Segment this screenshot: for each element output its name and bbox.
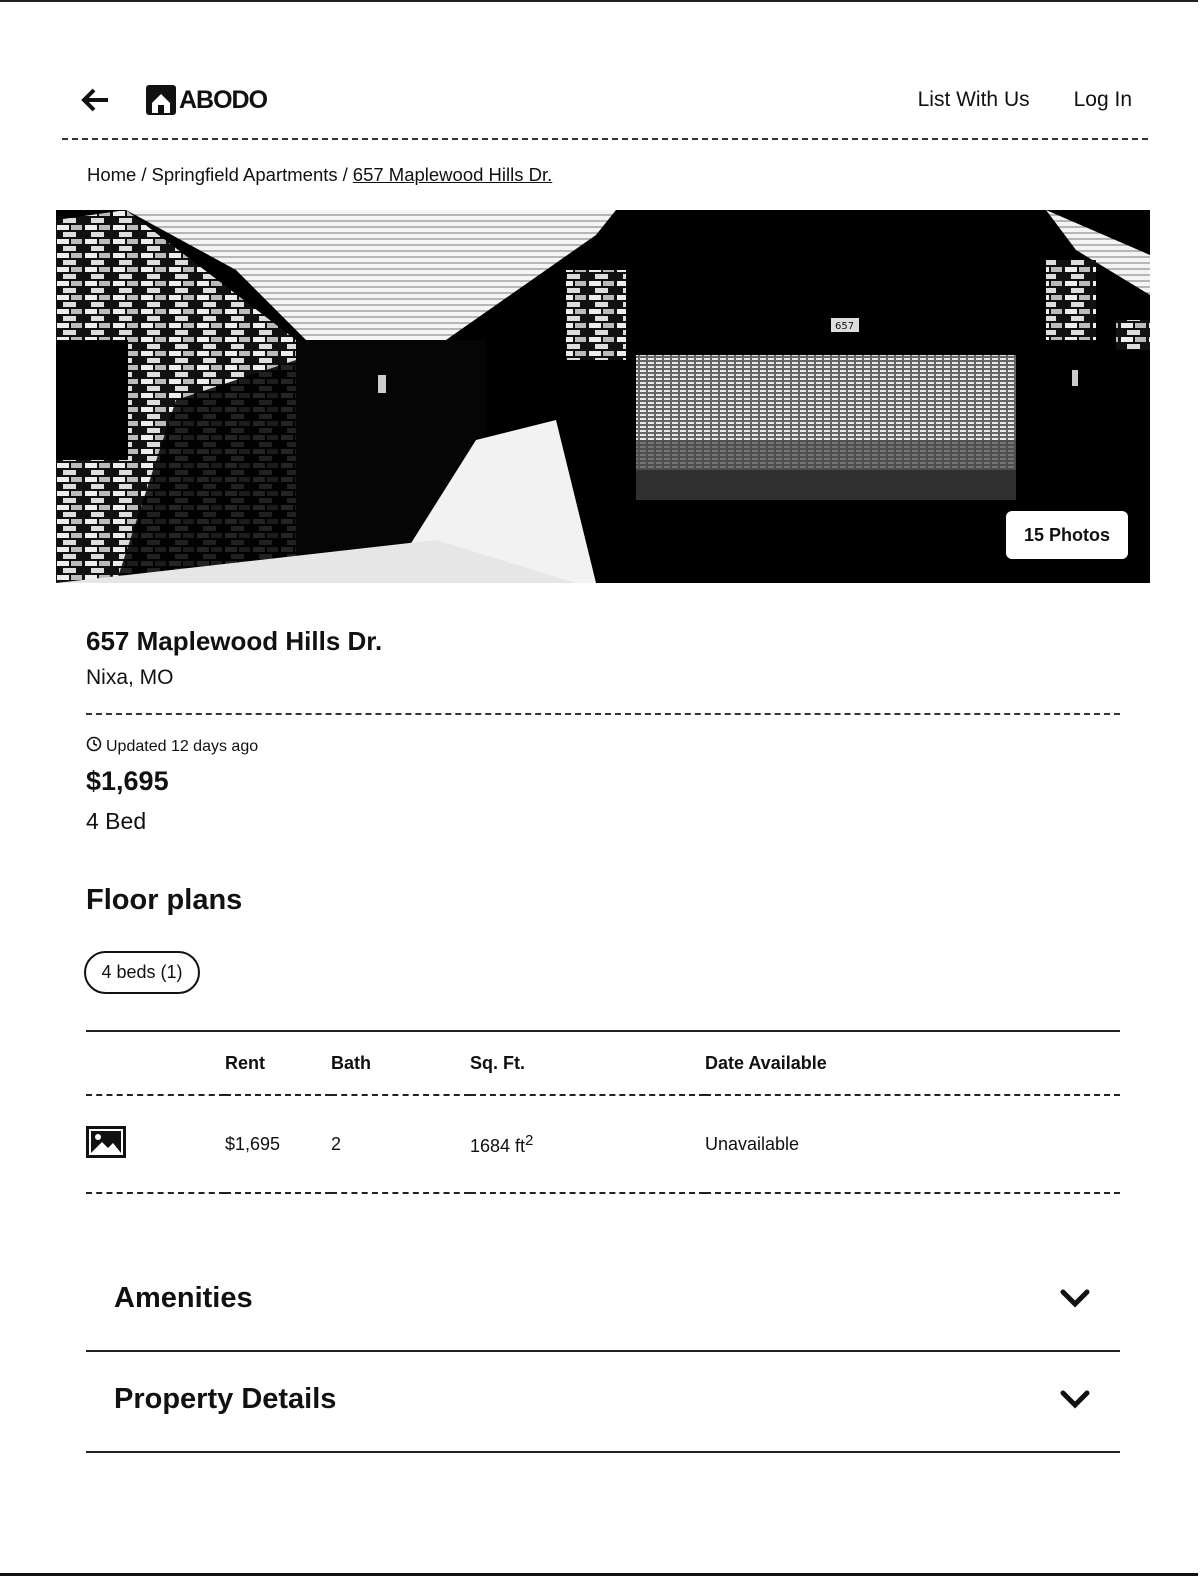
listing-city: Nixa, MO bbox=[86, 666, 174, 689]
brand-logo[interactable] bbox=[146, 84, 267, 116]
house-photo bbox=[56, 210, 1150, 583]
table-row[interactable] bbox=[86, 1095, 1120, 1193]
floor-plans-table bbox=[86, 1030, 1120, 1194]
sqft-value: 1684 ft bbox=[470, 1135, 526, 1156]
floor-plans-heading: Floor plans bbox=[86, 884, 243, 916]
house-number: 657 bbox=[835, 321, 855, 332]
breadcrumb-current[interactable]: 657 Maplewood Hills Dr. bbox=[352, 164, 553, 185]
summary-divider bbox=[86, 713, 1120, 715]
breadcrumb-home[interactable]: Home bbox=[87, 164, 137, 185]
amenities-accordion[interactable] bbox=[86, 1250, 1120, 1352]
breadcrumb-separator: / bbox=[141, 164, 147, 185]
sqft-exponent: 2 bbox=[525, 1131, 534, 1149]
bath-cell: 2 bbox=[331, 1133, 342, 1154]
updated-status bbox=[86, 736, 258, 757]
column-header-sqft: Sq. Ft. bbox=[470, 1052, 525, 1073]
sqft-cell bbox=[470, 1095, 705, 1193]
chevron-down-icon[interactable] bbox=[1060, 1389, 1090, 1411]
floor-plan-image-cell bbox=[86, 1095, 225, 1193]
back-arrow-icon[interactable] bbox=[80, 84, 112, 116]
beds-filter-pill[interactable]: 4 beds (1) bbox=[84, 951, 200, 994]
column-header-image bbox=[86, 1031, 225, 1095]
list-with-us-link[interactable]: List With Us bbox=[917, 88, 1030, 111]
brand-name: ABODO bbox=[179, 85, 268, 114]
column-header-date-available: Date Available bbox=[705, 1052, 827, 1073]
image-icon[interactable] bbox=[86, 1126, 126, 1158]
property-details-heading: Property Details bbox=[114, 1383, 337, 1415]
breadcrumb-city[interactable]: Springfield Apartments bbox=[151, 164, 338, 185]
header-nav bbox=[918, 88, 1132, 112]
table-header-row bbox=[86, 1031, 1120, 1095]
log-in-link[interactable]: Log In bbox=[1073, 88, 1132, 111]
clock-icon bbox=[86, 736, 102, 757]
listing-beds: 4 Bed bbox=[86, 808, 147, 834]
breadcrumb-separator: / bbox=[342, 164, 348, 185]
breadcrumb bbox=[87, 164, 552, 186]
top-navigation bbox=[80, 78, 1132, 128]
column-header-bath: Bath bbox=[331, 1052, 371, 1073]
date-available-cell: Unavailable bbox=[705, 1133, 800, 1154]
column-header-rent: Rent bbox=[225, 1052, 265, 1073]
chevron-down-icon[interactable] bbox=[1060, 1288, 1090, 1310]
rent-cell: $1,695 bbox=[225, 1133, 281, 1154]
listing-title: 657 Maplewood Hills Dr. bbox=[86, 626, 383, 656]
listing-price: $1,695 bbox=[86, 766, 169, 796]
updated-text: Updated 12 days ago bbox=[106, 737, 259, 755]
hero-photo[interactable] bbox=[56, 210, 1150, 583]
header-divider bbox=[62, 138, 1148, 140]
property-details-accordion[interactable] bbox=[86, 1351, 1120, 1453]
amenities-heading: Amenities bbox=[114, 1282, 253, 1314]
photos-count-button[interactable]: 15 Photos bbox=[1006, 511, 1128, 559]
house-logo-icon bbox=[146, 85, 176, 115]
